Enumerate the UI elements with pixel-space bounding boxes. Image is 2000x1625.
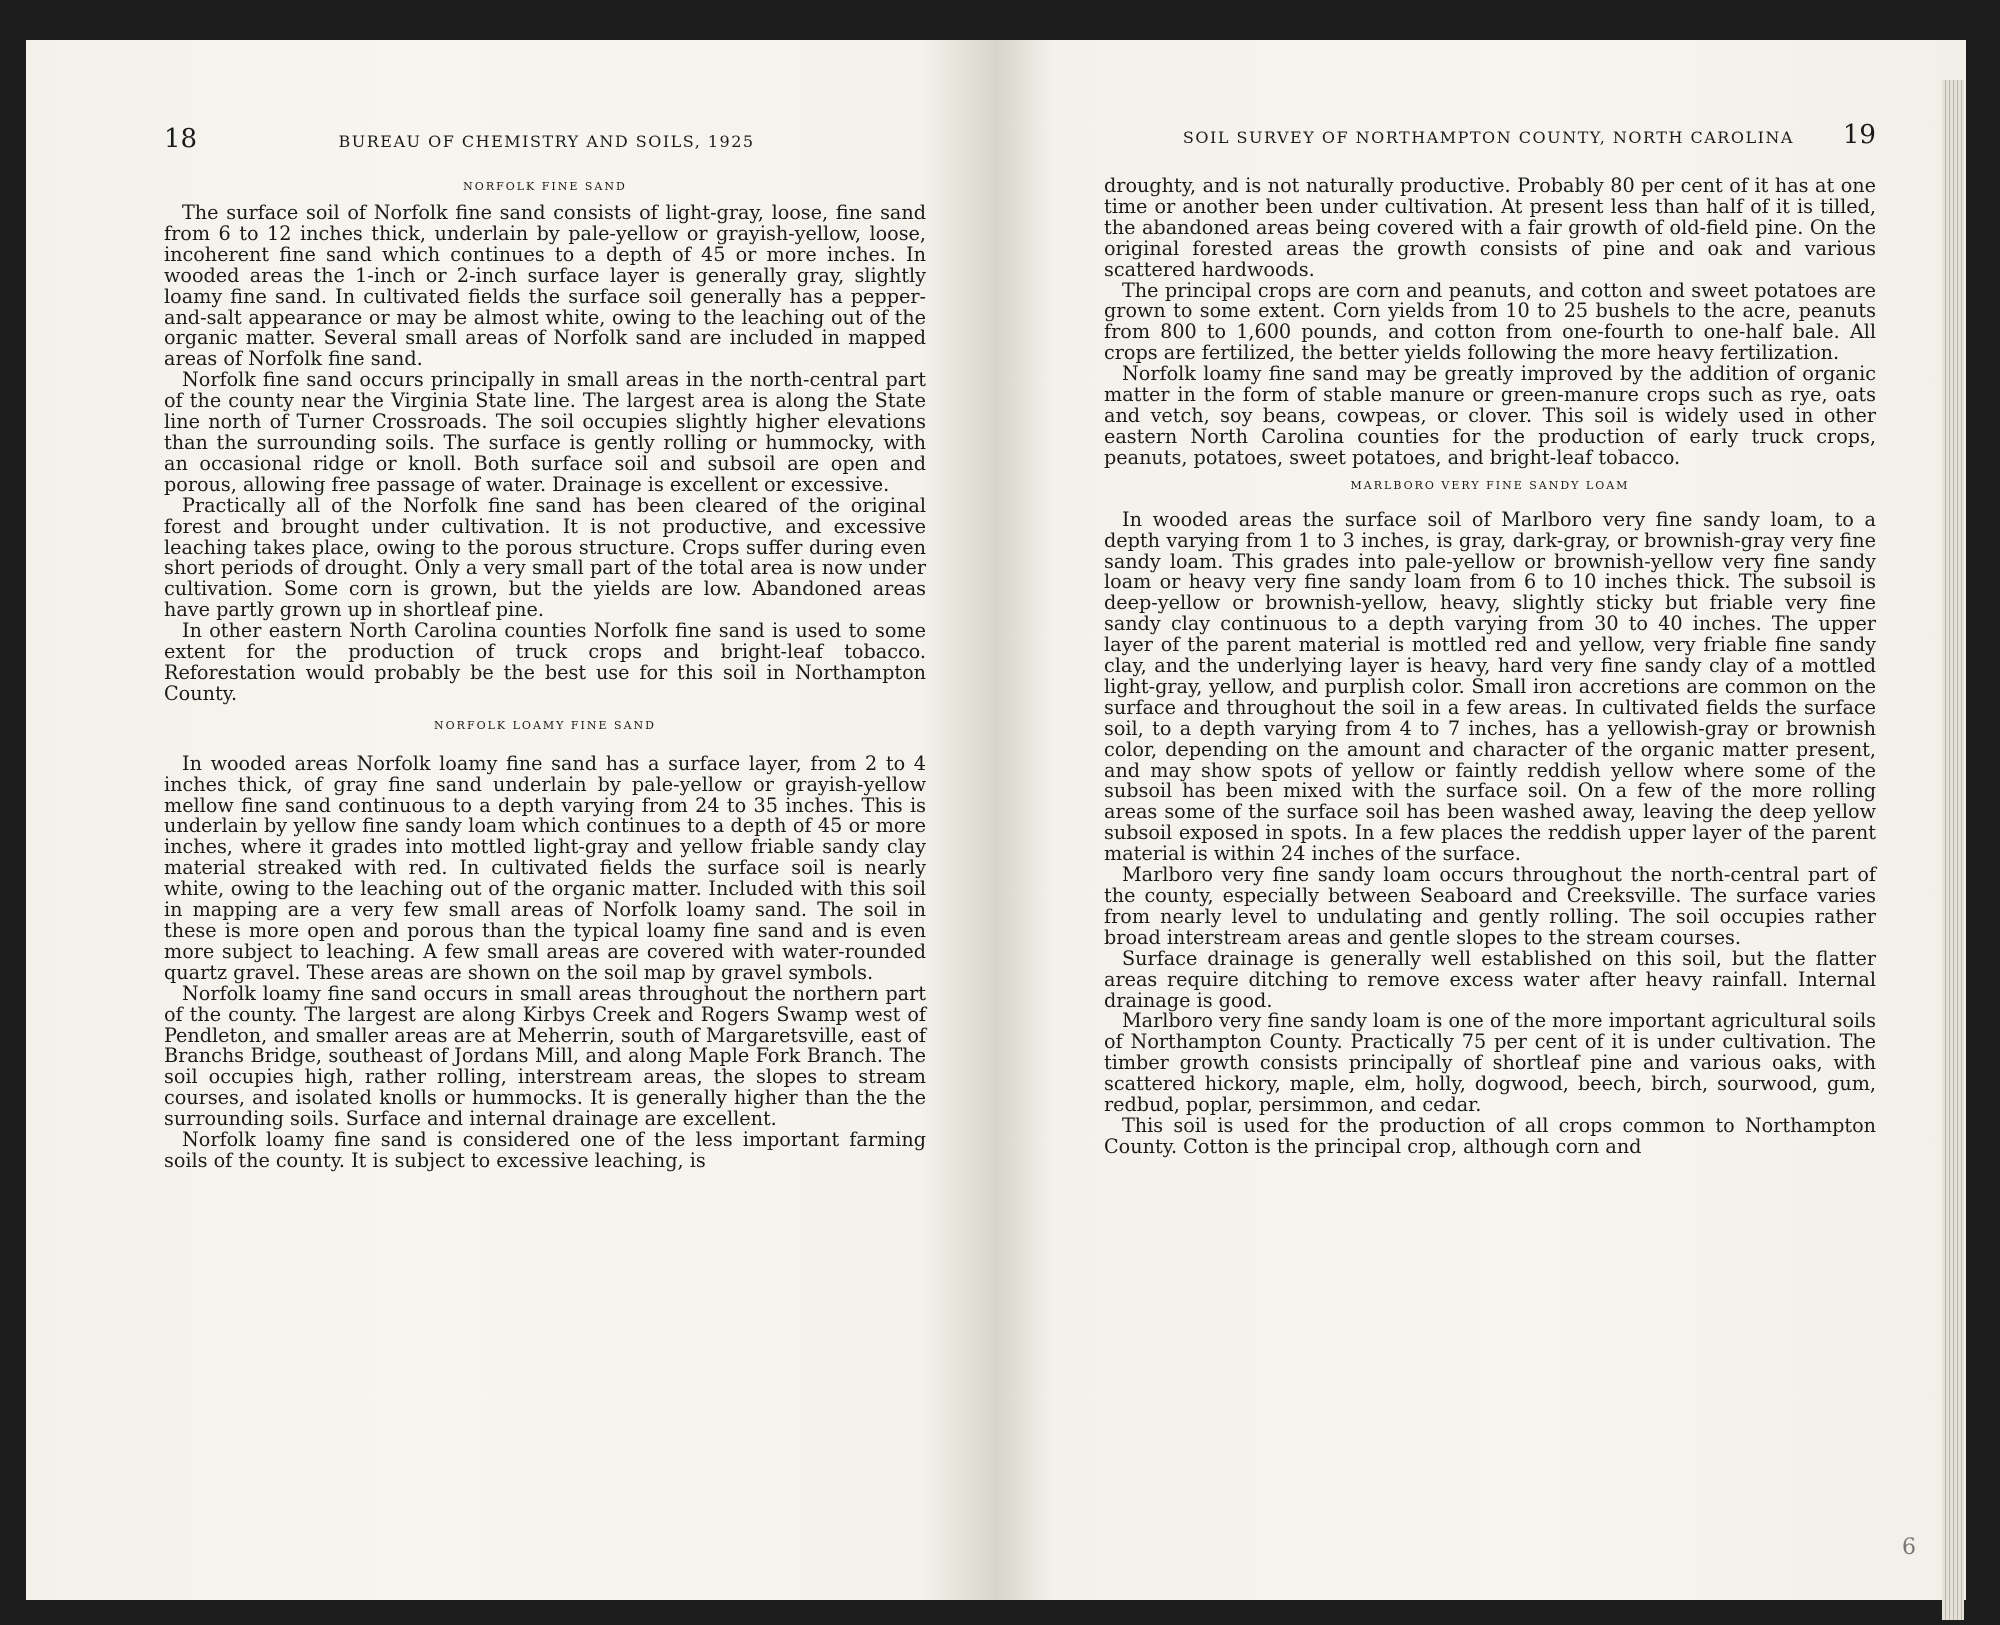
running-head: BUREAU OF CHEMISTRY AND SOILS, 1925 <box>338 132 755 151</box>
paragraph: Norfolk loamy fine sand is considered one of the less important farming soils of the county. It is subject to excessive leaching, is <box>164 1128 926 1172</box>
left-page <box>26 40 996 1600</box>
section-heading: MARLBORO VERY FINE SANDY LOAM <box>1350 478 1630 492</box>
section-heading: NORFOLK FINE SAND <box>463 180 627 193</box>
pencil-margin-mark: 6 <box>1902 1535 1916 1560</box>
paragraph: In wooded areas Norfolk loamy fine sand has a surface layer, from 2 to 4 inches thick, of gray fine sand underlain by pale-yellow or grayish-yellow mellow fine sand continuous to a depth varying from 24 to 35 inches. This is underlain by yellow fine sandy loam which continues to a depth of 45 or more inches, where it grades into mottled light-gray and yellow friable sandy clay material streaked with red. In cultivated fields the surface soil is nearly white, owing to the leaching out of the organic matter. Included with this soil in mapping are a very few small areas of Norfolk loamy sand. The soil in these is more open and porous than the typical loamy fine sand and is even more subject to leaching. A few small areas are covered with water-rounded quartz gravel. These areas are shown on the soil map by gravel symbols. <box>164 751 926 984</box>
paragraph: The principal crops are corn and peanuts, and cotton and sweet potatoes are grown to some extent. Corn yields from 10 to 25 bushels to the acre, peanuts from 800 to 1,600 pounds, and cotton from one-fourth to one-half bale. All crops are fertilized, the better yields following the more heavy fertilization. <box>1104 278 1876 365</box>
page-number: 19 <box>1842 120 1876 150</box>
paragraph: Norfolk fine sand occurs principally in small areas in the north-central part of the county near the Virginia State line. The largest area is along the State line north of Turner Crossroads. The soil occupies slightly higher elevations than the surrounding soils. The surface is gently rolling or hummocky, with an occasional ridge or knoll. Both surface soil and subsoil are open and porous, allowing free passage of water. Drainage is excellent or excessive. <box>164 368 926 496</box>
running-head: SOIL SURVEY OF NORTHAMPTON COUNTY, NORTH CAROLINA <box>1182 128 1794 147</box>
paragraph: droughty, and is not naturally productive. Probably 80 per cent of it has at one time or another been under cultivation. At present less than half of it is tilled, the abandoned areas being covered with a fair growth of old-field pine. On the original forested areas the growth consists of pine and oak and various scattered hardwoods. <box>1104 174 1876 281</box>
left-page-header <box>164 124 926 154</box>
page-edges <box>1942 80 1964 1620</box>
paragraph: In other eastern North Carolina counties Norfolk fine sand is used to some extent for the production of truck crops and bright-leaf tobacco. Reforestation would probably be the best use for this soil in Northampton County. <box>164 619 926 705</box>
right-page-header <box>1104 120 1876 150</box>
paragraph: Surface drainage is generally well established on this soil, but the flatter areas require ditching to remove excess water after heavy rainfall. Internal drainage is good. <box>1104 946 1876 1012</box>
section-heading: NORFOLK LOAMY FINE SAND <box>434 718 656 732</box>
paragraph: Marlboro very fine sandy loam is one of the more important agricultural soils of Northampton County. Practically 75 per cent of it is under cultivation. The timber growth consists principally of shortleaf pine and various oaks, with scattered hickory, maple, elm, holly, dogwood, beech, birch, sourwood, gum, redbud, poplar, persimmon, and cedar. <box>1104 1009 1876 1117</box>
open-book <box>26 40 1966 1600</box>
paragraph: Norfolk loamy fine sand occurs in small areas throughout the northern part of the county. The largest are along Kirbys Creek and Rogers Swamp west of Pendleton, and smaller areas are at Meherrin, south of Margaretsville, east of Branchs Bridge, southeast of Jordans Mill, and along Maple Fork Branch. The soil occupies high, rather rolling, interstream areas, the slopes to stream courses, and isolated knolls or hummocks. It is generally higher than the the surrounding soils. Surface and internal drainage are excellent. <box>164 981 926 1131</box>
page-number: 18 <box>164 124 198 154</box>
right-page <box>994 40 1966 1600</box>
paragraph: Norfolk loamy fine sand may be greatly improved by the addition of organic matter in the form of stable manure or green-manure crops such as rye, oats and vetch, soy beans, cowpeas, or clover. This soil is widely used in other eastern North Carolina counties for the production of early truck crops, peanuts, potatoes, sweet potatoes, and bright-leaf tobacco. <box>1104 362 1876 469</box>
paragraph: In wooded areas the surface soil of Marlboro very fine sandy loam, to a depth varying from 1 to 3 inches, is gray, dark-gray, or brownish-gray very fine sandy loam. This grades into pale-yellow or brownish-yellow very fine sandy loam or heavy very fine sandy loam from 6 to 10 inches thick. The subsoil is deep-yellow or brownish-yellow, heavy, slightly sticky but friable very fine sandy clay continuous to a depth varying from 30 to 40 inches. The upper layer of the parent material is mottled red and yellow, very friable fine sandy clay, and the underlying layer is heavy, hard very fine sandy clay of a mottled light-gray, yellow, and purplish color. Small iron accretions are common on the surface and throughout the soil in a few areas. In cultivated fields the surface soil, to a depth varying from 4 to 7 inches, has a yellowish-gray or brownish color, depending on the amount and character of the organic matter present, and may show spots of yellow or faintly reddish yellow where some of the subsoil has been mixed with the surface soil. On a few of the more rolling areas some of the surface soil has been washed away, leaving the deep yellow subsoil exposed in spots. In a few places the reddish upper layer of the parent material is within 24 inches of the surface. <box>1104 507 1876 866</box>
continued-text <box>1104 176 1876 469</box>
paragraph: Practically all of the Norfolk fine sand has been cleared of the original forest and brought under cultivation. It is not productive, and excessive leaching takes place, owing to the porous structure. Crops suffer during even short periods of drought. Only a very small part of the total area is now under cultivation. Some corn is grown, but the yields are low. Abandoned areas have partly grown up in shortleaf pine. <box>164 493 926 622</box>
section-marlboro-very-fine-sandy-loam <box>1104 479 1876 1158</box>
section-norfolk-loamy-fine-sand <box>164 719 926 1172</box>
paragraph: Marlboro very fine sandy loam occurs throughout the north-central part of the county, especially between Seaboard and Creeksville. The surface varies from nearly level to undulating and gently rolling. The soil occupies rather broad interstream areas and gentle slopes to the stream courses. <box>1104 863 1876 949</box>
paragraph: The surface soil of Norfolk fine sand consists of light-gray, loose, fine sand from 6 to 12 inches thick, underlain by pale-yellow or grayish-yellow, loose, incoherent fine sand which continues to a depth of 45 or more inches. In wooded areas the 1-inch or 2-inch surface layer is generally gray, slightly loamy fine sand. In cultivated fields the surface soil generally has a pepper-and-salt appearance or may be almost white, owing to the leaching out of the organic matter. Several small areas of Norfolk sand are included in mapped areas of Norfolk fine sand. <box>164 201 926 371</box>
paragraph: This soil is used for the production of all crops common to Northampton County. Cotton is the principal crop, although corn and <box>1104 1113 1876 1158</box>
section-norfolk-fine-sand <box>164 180 926 705</box>
